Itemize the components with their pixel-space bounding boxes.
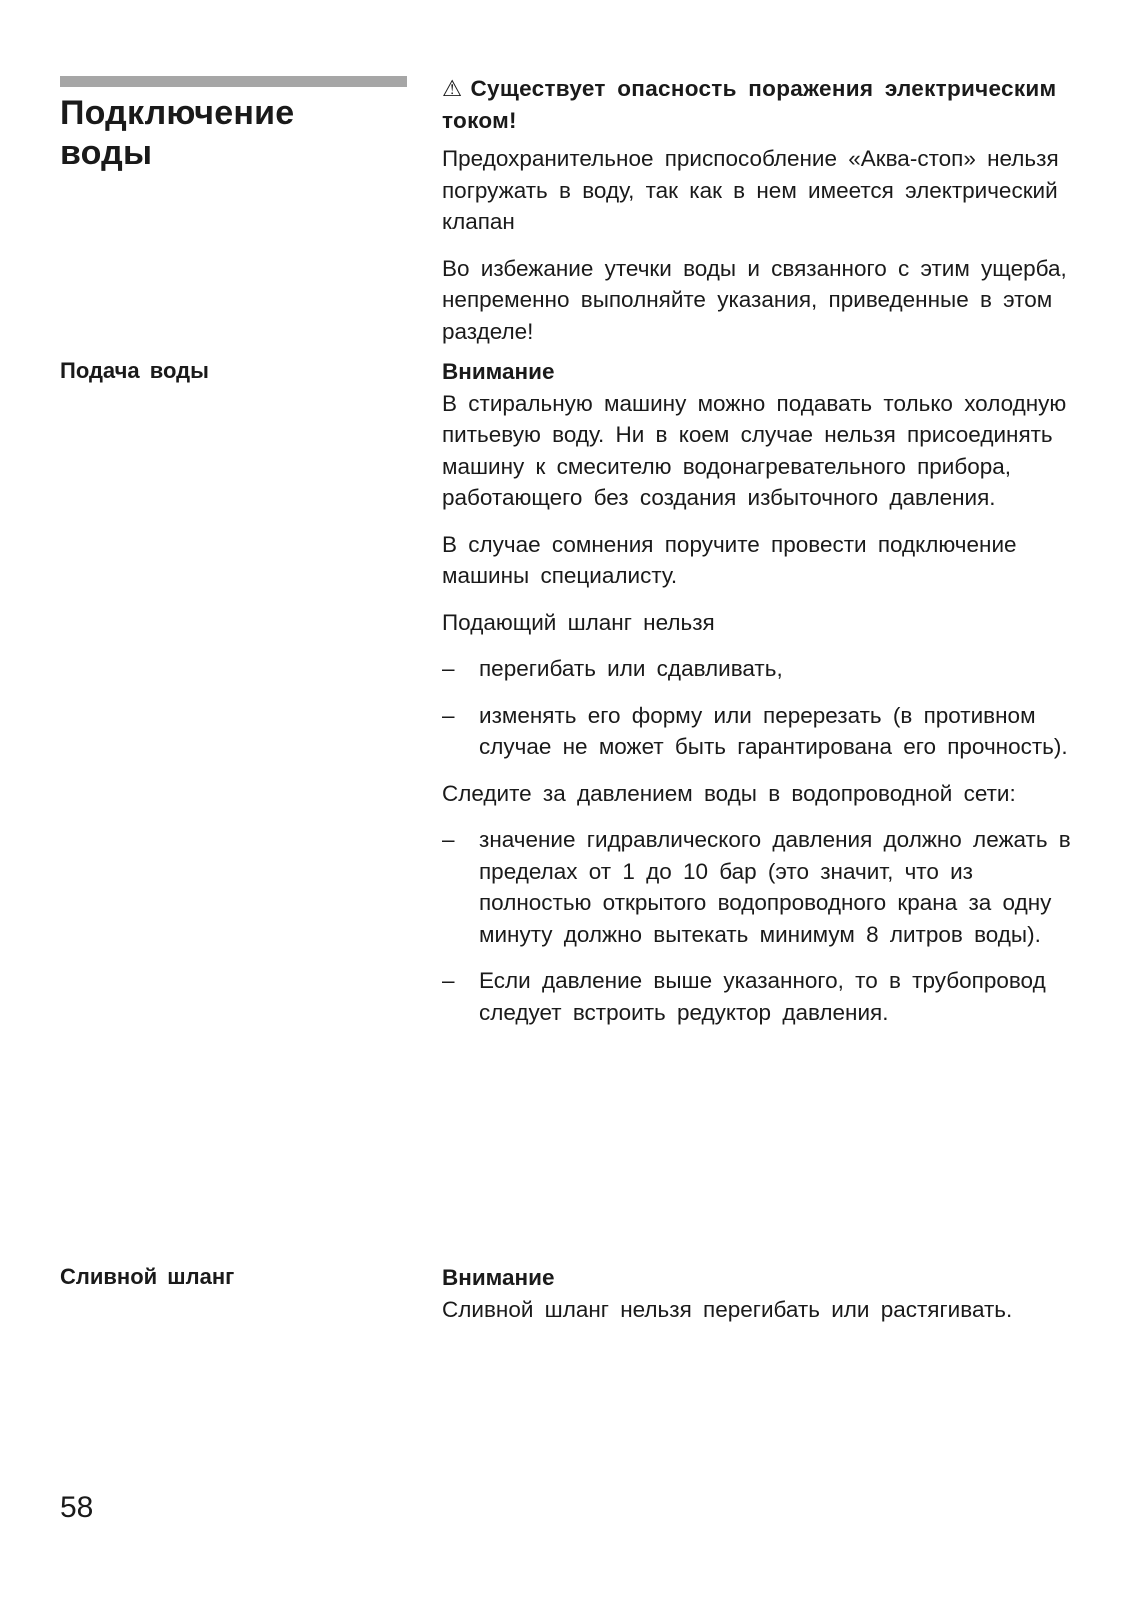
dash-marker: – [442, 827, 455, 852]
pressure-intro: Следите за давлением воды в водопроводной сети: [442, 780, 1016, 806]
dash-marker: – [442, 968, 455, 993]
pressure-list-item-text: значение гидравлического давления должно лежать в пределах от 1 до 10 бар (это значит, что из полностью открытого водопроводного крана за одну минуту должно вытекать минимум 8 литров воды). [479, 827, 1071, 947]
pressure-list-item-text: Если давление выше указанного, то в трубопровод следует встроить редуктор давления. [479, 968, 1046, 1025]
drain-hose-attention-label: Внимание [442, 1265, 555, 1290]
hose-intro: Подающий шланг нельзя [442, 609, 715, 635]
water-supply-attention-text: В стиральную машину можно подавать только холодную питьевую воду. Ни в коем случае нельзя присоединять машину к смесителю водонагревательного прибора, работающего без создания избыточного давления. [442, 390, 1067, 510]
water-supply-section [442, 356, 1082, 1028]
water-supply-heading: Подача воды [60, 358, 209, 383]
section-title [60, 93, 410, 173]
dash-marker: – [442, 656, 455, 681]
hose-list-item [442, 700, 1082, 763]
warning-title [442, 73, 1082, 136]
section-title-line-2: воды [60, 134, 153, 172]
pressure-list-item [442, 824, 1082, 950]
hose-list-item [442, 653, 1082, 685]
water-supply-attention-label: Внимание [442, 359, 555, 384]
drain-hose-attention-text: Сливной шланг нельзя перегибать или растягивать. [442, 1296, 1013, 1322]
drain-hose-heading: Сливной шланг [60, 1264, 235, 1289]
hose-list-item-text: перегибать или сдавливать, [479, 656, 783, 681]
doubt-paragraph: В случае сомнения поручите провести подключение машины специалисту. [442, 531, 1017, 588]
section-title-line-1: Подключение [60, 94, 295, 132]
dash-marker: – [442, 702, 455, 728]
pressure-list-item [442, 965, 1082, 1028]
warning-paragraph-2: Во избежание утечки воды и связанного с этим ущерба, непременно выполняйте указания, приведенные в этом разделе! [442, 255, 1067, 344]
warning-title-text: Существует опасность поражения электрическим током! [442, 76, 1057, 133]
drain-hose-section [442, 1262, 1082, 1325]
hose-list-item-text: изменять его форму или перерезать (в противном случае не может быть гарантирована его прочность). [479, 702, 1068, 759]
page-number: 58 [60, 1491, 94, 1524]
electric-shock-warning [442, 73, 1082, 347]
warning-triangle-icon: ⚠ [442, 76, 463, 101]
section-header-rule [60, 76, 407, 87]
warning-paragraph-1: Предохранительное приспособление «Аква-стоп» нельзя погружать в воду, так как в нем имеется электрический клапан [442, 146, 1059, 234]
